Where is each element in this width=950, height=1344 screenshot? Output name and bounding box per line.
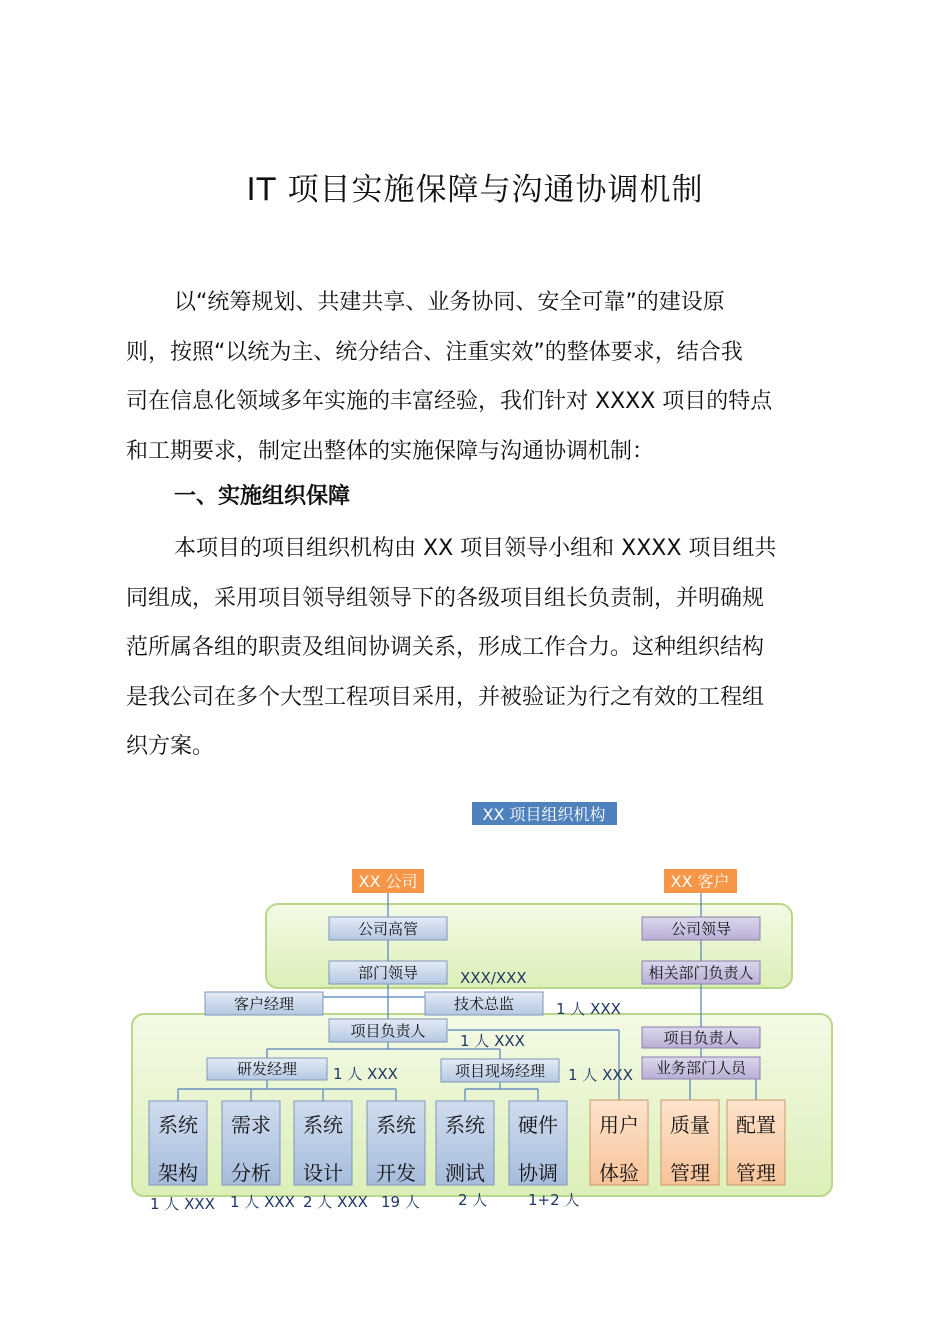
section-line: 同组成，采用项目领导组领导下的各级项目组长负责制，并明确规 [126, 585, 765, 611]
intro-paragraph [126, 278, 840, 476]
team-label-bottom: 测试 [445, 1161, 485, 1185]
team-label-top: 系统 [303, 1113, 343, 1137]
team-label-bottom: 设计 [303, 1161, 343, 1185]
client-dept-head-label: 相关部门负责人 [648, 964, 754, 982]
intro-line: 和工期要求，制定出整体的实施保障与沟通协调机制： [126, 438, 655, 464]
site-manager-label: 项目现场经理 [454, 1062, 546, 1080]
section-line: 是我公司在多个大型工程项目采用，并被验证为行之有效的工程组 [126, 684, 765, 710]
team-label-bottom: 体验 [599, 1161, 639, 1185]
team-note: 2 人 [458, 1191, 488, 1209]
section-paragraph [126, 524, 840, 772]
intro-line: 则，按照“以统为主、统分结合、注重实效”的整体要求，结合我 [126, 339, 743, 365]
rd-manager-label: 研发经理 [236, 1060, 298, 1078]
section-line: 范所属各组的职责及组间协调关系，形成工作合力。这种组织结构 [126, 635, 765, 660]
team-label-top: 系统 [158, 1113, 198, 1137]
section-line: 织方案。 [126, 734, 215, 759]
dept-leader-label: 部门领导 [357, 964, 419, 982]
team-label-top: 配置 [736, 1113, 776, 1137]
team-note: 1 人 XXX [230, 1193, 295, 1211]
team-label-bottom: 管理 [736, 1161, 776, 1185]
team-note: 1+2 人 [528, 1191, 580, 1209]
tech-director-note: 1 人 XXX [556, 1000, 621, 1018]
tech-director-label: 技术总监 [453, 995, 515, 1013]
rd-manager-note: 1 人 XXX [333, 1065, 398, 1083]
team-label-bottom: 分析 [231, 1161, 271, 1185]
team-label-top: 系统 [376, 1113, 416, 1137]
team-label-top: 需求 [231, 1113, 271, 1137]
client-leader-label: 公司领导 [670, 920, 732, 938]
team-label-top: 用户 [599, 1113, 639, 1137]
section-heading: 一、实施组织保障 [174, 484, 351, 509]
team-boxes [149, 1100, 785, 1185]
site-manager-note: 1 人 XXX [568, 1066, 633, 1084]
document-title: IT 项目实施保障与沟通协调机制 [246, 172, 704, 208]
team-note: 19 人 [381, 1193, 420, 1211]
team-note: 1 人 XXX [150, 1195, 215, 1213]
team-label-top: 硬件 [518, 1113, 558, 1137]
section-line: 本项目的项目组织机构由 XX 项目领导小组和 XXXX 项目组共 [174, 536, 777, 561]
team-label-bottom: 开发 [376, 1161, 416, 1185]
client-label: XX 客户 [670, 872, 730, 891]
dept-leader-note: XXX/XXX [460, 969, 527, 987]
team-label-bottom: 管理 [670, 1161, 710, 1185]
team-label-bottom: 协调 [518, 1161, 558, 1185]
company-exec-label: 公司高管 [357, 920, 419, 938]
account-manager-label: 客户经理 [233, 995, 295, 1013]
client-project-manager-label: 项目负责人 [663, 1029, 739, 1047]
client-business-staff-label: 业务部门人员 [655, 1059, 747, 1077]
project-manager-label: 项目负责人 [350, 1022, 426, 1040]
team-label-top: 系统 [445, 1113, 485, 1137]
intro-line: 司在信息化领域多年实施的丰富经验，我们针对 XXXX 项目的特点 [126, 389, 773, 414]
project-manager-note: 1 人 XXX [460, 1032, 525, 1050]
intro-line: 以“统筹规划、共建共享、业务协同、安全可靠”的建设原 [174, 290, 725, 315]
org-chart [0, 790, 950, 1230]
team-label-top: 质量 [670, 1113, 710, 1137]
team-note: 2 人 XXX [303, 1193, 368, 1211]
company-label: XX 公司 [358, 872, 418, 891]
team-label-bottom: 架构 [158, 1161, 198, 1185]
chart-title: XX 项目组织机构 [482, 805, 606, 824]
